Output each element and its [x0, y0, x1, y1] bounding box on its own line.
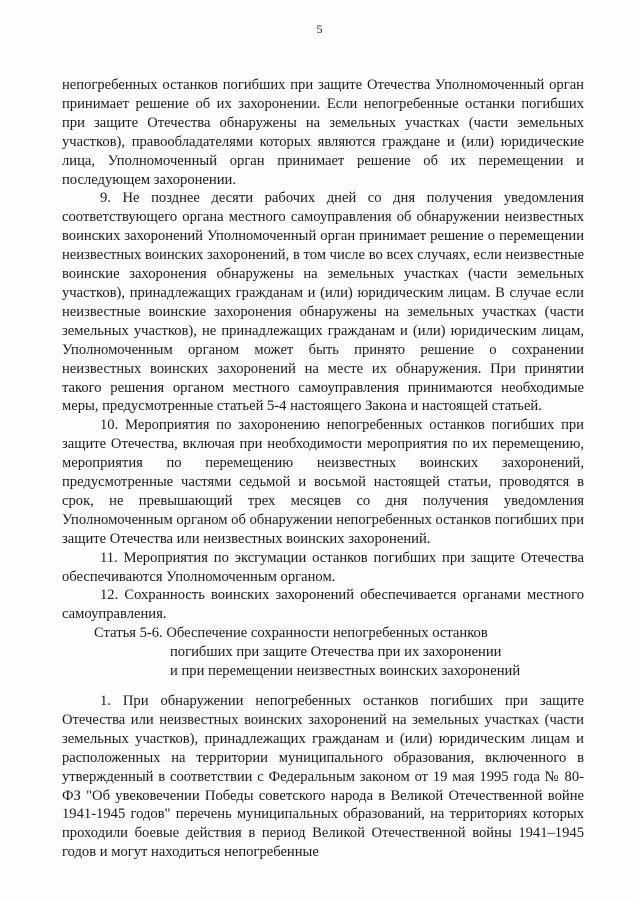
paragraph-continuation: непогребенных останков погибших при защите Отечества Уполномоченный орган принимает решение об их захоронении. Если непогребенные останки погибших при защите Отечества обнаружены на земельных участках (части земельных участков), правообладателями которых являются граждане и (или) юридические лица, Уполномоченный орган принимает решение об их перемещении и последующем захоронении. — [62, 77, 584, 188]
article-heading — [62, 624, 584, 681]
paragraph-item-9: 9. Не позднее десяти рабочих дней со дня получения уведомления соответствующего органа местного самоуправления об обнаружении неизвестных воинских захоронений Уполномоченный орган принимает решение о перемещении неизвестных воинских захоронений, в том числе во всех случаях, если неизвестные воинские захоронения обнаружены на земельных участках (части земельных участков), принадлежащих гражданам и (или) юридическим лицам. В случае если неизвестные воинские захоронения обнаружены на земельных участках (части земельных участков), не принадлежащих гражданам и (или) юридическим лицам, Уполномоченным органом может быть принято решение о сохранении неизвестных воинских захоронений на месте их обнаружения. При принятии такого решения органом местного самоуправления принимаются необходимые меры, предусмотренные статьей 5-4 настоящего Закона и настоящей статьей. — [62, 190, 584, 415]
article-body — [62, 692, 584, 862]
page-number: 5 — [316, 22, 323, 36]
article-heading-line-3: и при перемещении неизвестных воинских захоронений — [170, 662, 521, 679]
paragraph-item-12: 12. Сохранность воинских захоронений обеспечивается органами местного самоуправления. — [62, 587, 584, 623]
paragraph-item-11: 11. Мероприятия по эксгумации останков погибших при защите Отечества обеспечиваются Уполномоченным органом. — [62, 549, 584, 585]
document-body — [62, 76, 584, 624]
paragraph-item-10: 10. Мероприятия по захоронению непогребенных останков погибших при защите Отечества, включая при необходимости мероприятия по их перемещению, мероприятия по перемещению неизвестных воинских захоронений, предусмотренные частями седьмой и восьмой настоящей статьи, проводятся в срок, не превышающий трех месяцев со дня получения уведомления Уполномоченным органом об обнаружении непогребенных останков погибших при защите Отечества или неизвестных воинских захоронений. — [62, 417, 584, 547]
article-paragraph-1: 1. При обнаружении непогребенных останков погибших при защите Отечества или неизвестных воинских захоронений на земельных участках (части земельных участков), принадлежащих гражданам и (или) юридическим лицам и расположенных на территории муниципального образования, включенного в утвержденный в соответствии с Федеральным законом от 19 мая 1995 года № 80-ФЗ "Об увековечении Победы советского народа в Великой Отечественной войне 1941-1945 годов" перечень муниципальных образований, на территориях которых проходили боевые действия в период Великой Отечественной войны 1941–1945 годов и могут находиться непогребенные — [62, 693, 584, 861]
article-heading-line-1: Статья 5-6. Обеспечение сохранности непогребенных останков — [94, 625, 488, 641]
article-heading-line-2: погибших при защите Отечества при их захоронении — [170, 643, 502, 660]
